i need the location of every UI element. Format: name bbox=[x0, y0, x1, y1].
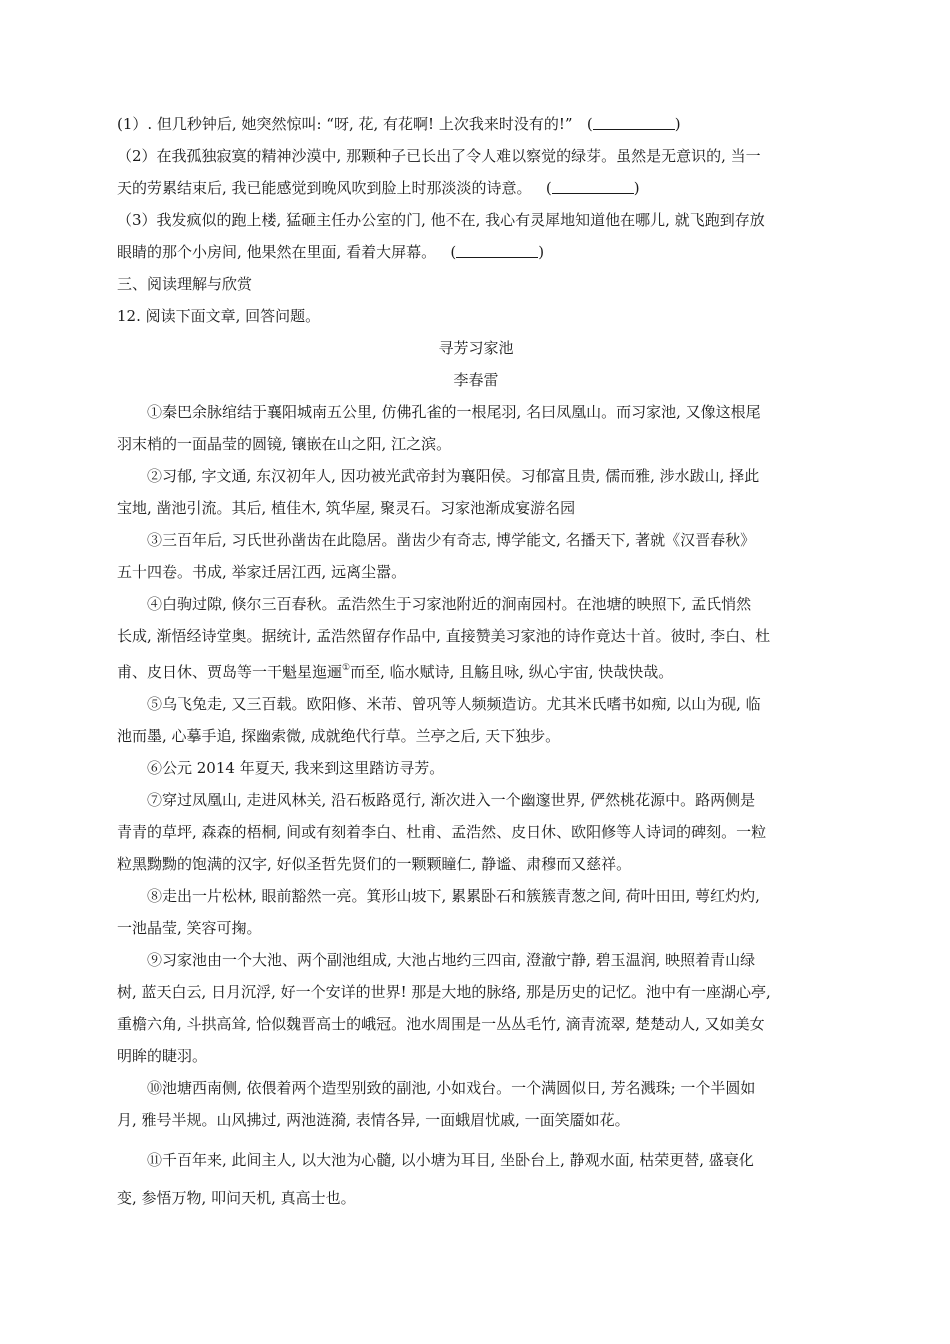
question-2-text: 天的劳累结束后, 我已能感觉到晚风吹到脸上时那淡淡的诗意。 bbox=[117, 179, 532, 197]
paragraph-line: 一池晶莹, 笑容可掬。 bbox=[117, 919, 262, 937]
answer-blank-2[interactable] bbox=[552, 179, 634, 194]
paragraph-line: ①秦巴余脉绾结于襄阳城南五公里, 仿佛孔雀的一根尾羽, 名曰凤凰山。而习家池, 又像这根尾 bbox=[147, 403, 761, 421]
question-1 bbox=[117, 108, 835, 140]
blank-close: ) bbox=[633, 179, 640, 197]
article-title: 寻芳习家池 bbox=[438, 339, 514, 357]
article-paragraph-9 bbox=[117, 944, 835, 1072]
article-paragraph-5 bbox=[117, 688, 835, 752]
footnote-ref[interactable]: ① bbox=[342, 663, 351, 673]
question-2-line bbox=[117, 172, 835, 204]
article-author: 李春雷 bbox=[453, 371, 499, 389]
blank-close: ) bbox=[538, 243, 545, 261]
article-paragraph-4 bbox=[117, 588, 835, 688]
question-3-line: （3）我发疯似的跑上楼, 猛砸主任办公室的门, 他不在, 我心有灵犀地知道他在哪儿, 就飞跑到存放 bbox=[117, 211, 765, 229]
answer-blank-3[interactable] bbox=[456, 243, 538, 258]
paragraph-line: 池而墨, 心摹手追, 探幽索微, 成就绝代行草。兰亭之后, 天下独步。 bbox=[117, 727, 561, 745]
paragraph-line: ⑪千百年来, 此间主人, 以大池为心髓, 以小塘为耳目, 坐卧台上, 静观水面, 枯荣更替, 盛衰化 bbox=[147, 1151, 754, 1169]
article-paragraph-3 bbox=[117, 524, 835, 588]
question-3-line bbox=[117, 236, 835, 268]
paragraph-line: ④白驹过隙, 倏尔三百春秋。孟浩然生于习家池附近的涧南园村。在池塘的映照下, 孟氏悄然 bbox=[147, 595, 752, 613]
paragraph-text: 而至, 临水赋诗, 且觞且咏, 纵心宇宙, 快哉快哉。 bbox=[350, 663, 674, 681]
paragraph-line: 粒黑黝黝的饱满的汉字, 好似圣哲先贤们的一颗颗瞳仁, 静谧、肃穆而又慈祥。 bbox=[117, 855, 632, 873]
paragraph-text: 甫、皮日休、贾岛等一干魁星迤逦 bbox=[117, 663, 343, 681]
question-3 bbox=[117, 204, 835, 268]
paragraph-line: 树, 蓝天白云, 日月沉浮, 好一个安详的世界! 那是大地的脉络, 那是历史的记忆。池中有一座湖心亭, bbox=[117, 983, 771, 1001]
article-paragraph-8 bbox=[117, 880, 835, 944]
paragraph-line: ⑥公元 2014 年夏天, 我来到这里踏访寻芳。 bbox=[147, 759, 445, 777]
paragraph-line: 五十四卷。书成, 举家迁居江西, 远离尘嚣。 bbox=[117, 563, 407, 581]
paragraph-line: ⑤乌飞兔走, 又三百载。欧阳修、米芾、曾巩等人频频造访。尤其米氏嗜书如痴, 以山为砚, 临 bbox=[147, 695, 761, 713]
article-paragraph-11 bbox=[117, 1144, 835, 1214]
answer-blank-1[interactable] bbox=[593, 115, 675, 130]
paragraph-line: ⑦穿过凤凰山, 走进风林关, 沿石板路觅行, 渐次进入一个幽邃世界, 俨然桃花源中。路两侧是 bbox=[147, 791, 756, 809]
blank-open: ( bbox=[450, 243, 457, 261]
paragraph-line: ⑨习家池由一个大池、两个副池组成, 大池占地约三四亩, 澄澈宁静, 碧玉温润, 映照着青山绿 bbox=[147, 951, 756, 969]
paragraph-line: ③三百年后, 习氏世孙凿齿在此隐居。凿齿少有奇志, 博学能文, 名播天下, 著就《汉晋春秋》 bbox=[147, 531, 756, 549]
paragraph-line: ②习郁, 字文通, 东汉初年人, 因功被光武帝封为襄阳侯。习郁富且贵, 儒而雅, 涉水跋山, 择此 bbox=[147, 467, 760, 485]
document-page bbox=[117, 108, 835, 1214]
article-paragraph-1 bbox=[117, 396, 835, 460]
question-12-prompt: 12. 阅读下面文章, 回答问题。 bbox=[117, 307, 321, 325]
paragraph-line: 长成, 渐悟经诗堂奥。据统计, 孟浩然留存作品中, 直接赞美习家池的诗作竟达十首。彼时, 李白、杜 bbox=[117, 627, 771, 645]
article-paragraph-7 bbox=[117, 784, 835, 880]
paragraph-line: 重檐六角, 斗拱高耸, 恰似魏晋高士的峨冠。池水周围是一丛丛毛竹, 滴青流翠, 楚楚动人, 又如美女 bbox=[117, 1015, 765, 1033]
paragraph-line: 月, 雅号半规。山风拂过, 两池涟漪, 表情各异, 一面蛾眉忧戚, 一面笑靥如花。 bbox=[117, 1111, 630, 1129]
blank-open: ( bbox=[586, 115, 593, 133]
article-paragraph-10 bbox=[117, 1072, 835, 1136]
paragraph-line: ⑧走出一片松林, 眼前豁然一亮。箕形山坡下, 累累卧石和簇簇青葱之间, 荷叶田田, 萼红灼灼, bbox=[147, 887, 760, 905]
paragraph-line: 变, 参悟万物, 叩问天机, 真高士也。 bbox=[117, 1189, 356, 1207]
paragraph-line: 宝地, 凿池引流。其后, 植佳木, 筑华屋, 聚灵石。习家池渐成宴游名园 bbox=[117, 499, 576, 517]
paragraph-line: 明眸的睫羽。 bbox=[117, 1047, 208, 1065]
blank-open: ( bbox=[545, 179, 552, 197]
blank-close: ) bbox=[674, 115, 681, 133]
question-2-line: （2）在我孤独寂寞的精神沙漠中, 那颗种子已长出了令人难以察觉的绿芽。虽然是无意识的, 当一 bbox=[117, 147, 761, 165]
article-paragraph-2 bbox=[117, 460, 835, 524]
paragraph-line: 青青的草坪, 森森的梧桐, 间或有刻着李白、杜甫、孟浩然、皮日休、欧阳修等人诗词的碑刻。一粒 bbox=[117, 823, 767, 841]
paragraph-line bbox=[117, 652, 835, 688]
paragraph-line: 羽末梢的一面晶莹的圆镜, 镶嵌在山之阳, 江之滨。 bbox=[117, 435, 452, 453]
paragraph-line: ⑩池塘西南侧, 依偎着两个造型别致的副池, 小如戏台。一个满圆似日, 芳名溅珠; 一个半圆如 bbox=[147, 1079, 756, 1097]
question-1-text: (1）. 但几秒钟后, 她突然惊叫: “呀, 花, 有花啊! 上次我来时没有的!” bbox=[117, 115, 573, 133]
section-heading: 三、阅读理解与欣赏 bbox=[117, 275, 253, 293]
question-2 bbox=[117, 140, 835, 204]
article-paragraph-6 bbox=[117, 752, 835, 784]
question-3-text: 眼睛的那个小房间, 他果然在里面, 看着大屏幕。 bbox=[117, 243, 437, 261]
